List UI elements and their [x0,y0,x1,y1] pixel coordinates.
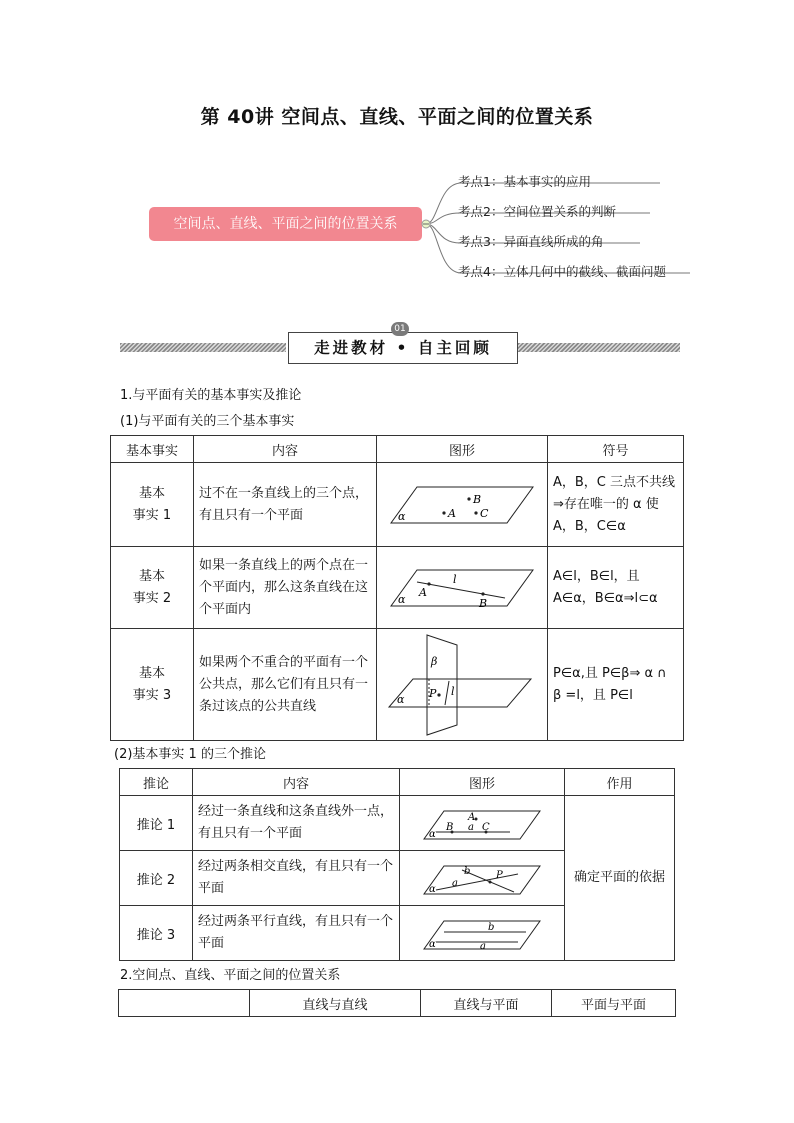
figure-cell [400,906,565,961]
line-in-plane-figure [387,560,537,616]
row-name: 推论 1 [120,796,193,851]
section2-heading: 2.空间点、直线、平面之间的位置关系 [120,968,341,983]
effect-cell: 确定平面的依据 [565,796,675,961]
svg-text:B: B [479,596,488,610]
row-content: 过不在一条直线上的三个点，有且只有一个平面 [194,463,377,547]
figure-cell [400,851,565,906]
table-row [111,629,684,741]
svg-text:α: α [429,939,436,950]
table1-header: 内容 [194,436,377,463]
table2-header: 作用 [565,769,675,796]
row-name: 推论 2 [120,851,193,906]
intersecting-lines-figure [422,860,542,896]
section-banner: 走进教材 • 自主回顾 [288,332,518,364]
svg-text:α: α [398,592,406,606]
svg-text:α: α [429,829,436,840]
section1-heading: 1.与平面有关的基本事实及推论 [120,388,302,403]
mindmap-item-3: 考点3：异面直线所成的角 [458,234,604,249]
table2-header: 推论 [120,769,193,796]
table3-header [119,990,250,1017]
corollaries-table [119,768,675,961]
svg-text:B: B [473,492,482,506]
row-name: 基本 事实 2 [111,547,194,629]
svg-text:a: a [468,822,474,833]
two-planes-intersect-figure [387,633,537,737]
svg-text:α: α [397,692,405,706]
row-name: 基本 事实 1 [111,463,194,547]
svg-text:a: a [480,941,486,951]
figure-cell [377,463,548,547]
row-symbol: A∈l，B∈l，且 A∈α，B∈α⇒l⊂α [548,547,684,629]
svg-text:α: α [429,884,436,895]
svg-text:l: l [451,684,455,698]
svg-text:b: b [464,866,471,877]
row-symbol: A，B，C 三点不共线⇒存在唯一的 α 使 A，B，C∈α [548,463,684,547]
svg-text:A: A [448,506,456,520]
plane-three-points-figure [387,477,537,533]
svg-text:A: A [419,585,427,599]
row-content: 如果一条直线上的两个点在一个平面内，那么这条直线在这个平面内 [194,547,377,629]
table-row [111,463,684,547]
table1-header: 符号 [548,436,684,463]
svg-text:β: β [431,654,438,668]
svg-text:C: C [480,506,489,520]
banner-number-badge: 01 [391,322,409,336]
parallel-lines-figure [422,915,542,951]
positional-relations-table [118,989,676,1017]
svg-text:A: A [468,812,476,823]
svg-text:b: b [488,922,495,933]
page-title: 第 40讲 空间点、直线、平面之间的位置关系 [200,106,594,128]
row-content: 经过两条相交直线，有且只有一个平面 [193,851,400,906]
banner-stripe-right [518,343,680,352]
figure-cell [377,629,548,741]
table3-header: 平面与平面 [552,990,676,1017]
banner-stripe-left [120,343,286,352]
svg-text:l: l [453,572,457,586]
table3-header: 直线与平面 [421,990,552,1017]
row-content: 经过两条平行直线，有且只有一个平面 [193,906,400,961]
svg-text:P: P [429,686,437,700]
svg-text:a: a [452,878,458,889]
figure-cell [400,796,565,851]
table3-header: 直线与直线 [250,990,421,1017]
table-row [120,796,675,851]
mindmap-item-1: 考点1：基本事实的应用 [458,174,591,189]
svg-text:P: P [496,870,503,881]
svg-text:α: α [398,509,406,523]
svg-text:B: B [446,822,454,833]
mindmap-center: 空间点、直线、平面之间的位置关系 [149,207,422,241]
row-name: 推论 3 [120,906,193,961]
row-content: 经过一条直线和这条直线外一点，有且只有一个平面 [193,796,400,851]
table1-header: 图形 [377,436,548,463]
section1-sub2: (2)基本事实 1 的三个推论 [114,747,266,762]
mindmap-item-2: 考点2：空间位置关系的判断 [458,204,616,219]
row-name: 基本 事实 3 [111,629,194,741]
table2-header: 图形 [400,769,565,796]
section1-sub1: (1)与平面有关的三个基本事实 [120,414,295,429]
line-and-point-figure [422,805,542,841]
svg-text:C: C [482,822,490,833]
row-symbol: P∈α,且 P∈β⇒ α ∩ β =l，且 P∈l [548,629,684,741]
figure-cell [377,547,548,629]
mindmap-item-4: 考点4：立体几何中的截线、截面问题 [458,264,666,279]
table-row [111,547,684,629]
table1-header: 基本事实 [111,436,194,463]
basic-facts-table [110,435,684,741]
table2-header: 内容 [193,769,400,796]
row-content: 如果两个不重合的平面有一个公共点，那么它们有且只有一条过该点的公共直线 [194,629,377,741]
